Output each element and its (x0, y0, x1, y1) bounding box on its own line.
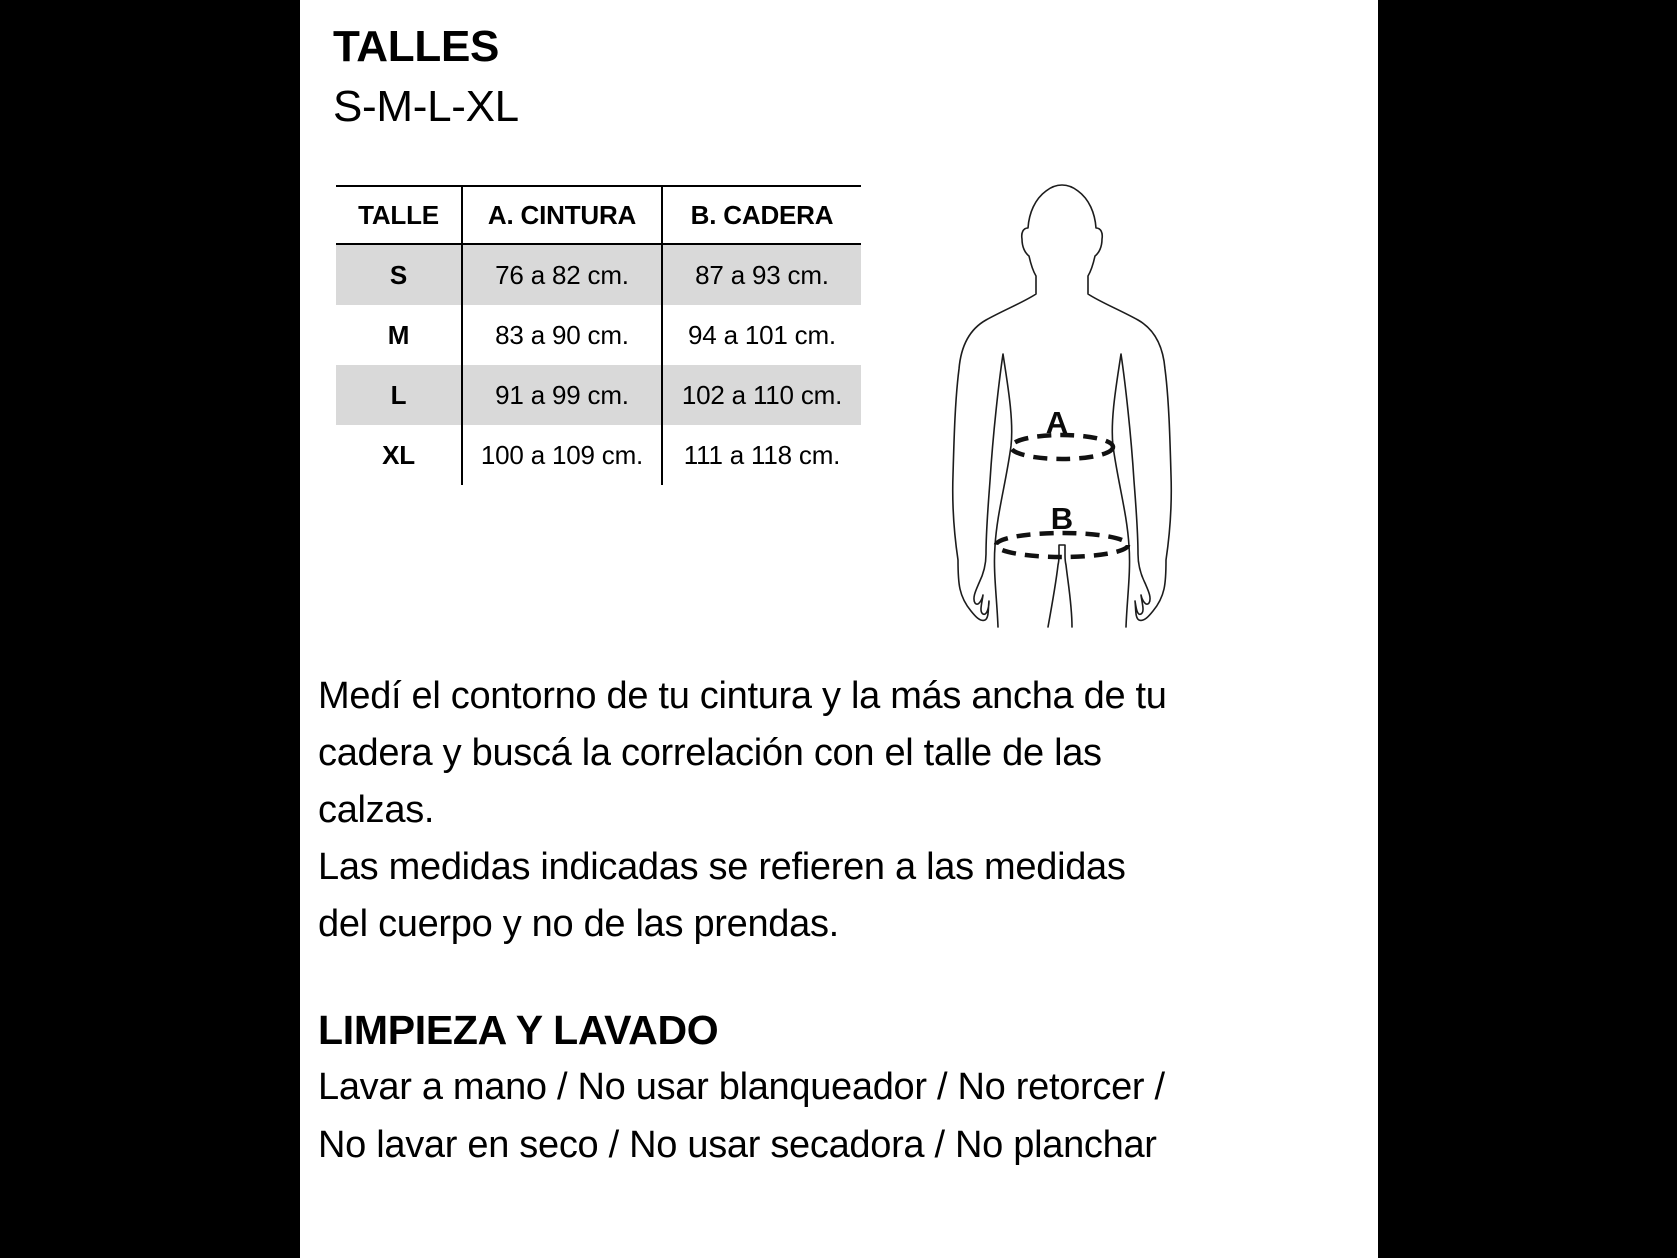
care-heading: LIMPIEZA Y LAVADO (318, 1007, 719, 1053)
column-header-talle: TALLE (336, 187, 463, 243)
hip-label: B (1050, 501, 1074, 536)
table-row-s (336, 245, 861, 305)
sizing-note-line: Las medidas indicadas se refieren a las medidas (318, 846, 1126, 888)
sizing-note-line: del cuerpo y no de las prendas. (318, 903, 839, 945)
letterbox-right (1378, 0, 1677, 1258)
header (333, 17, 519, 137)
page-subtitle: S-M-L-XL (333, 82, 519, 131)
cintura-cell: 83 a 90 cm. (463, 305, 663, 365)
content-panel (300, 0, 1378, 1258)
care-section (318, 1002, 1165, 1174)
page-title: TALLES (333, 22, 500, 71)
size-cell: XL (336, 425, 463, 485)
sizing-note-line: cadera y buscá la correlación con el talle de las (318, 732, 1102, 774)
cadera-cell: 102 a 110 cm. (681, 379, 843, 410)
size-cell: M (336, 305, 463, 365)
cintura-cell: 76 a 82 cm. (463, 245, 663, 305)
table-row-xl (336, 425, 861, 485)
column-header-cadera: B. CADERA (690, 199, 834, 230)
cadera-cell: 94 a 101 cm. (688, 319, 836, 350)
size-table-header-row (336, 187, 861, 245)
size-cell: L (336, 365, 463, 425)
sizing-note-line: calzas. (318, 789, 435, 831)
sizing-note (318, 668, 1167, 953)
letterbox-left (0, 0, 300, 1258)
body-measurement-figure (940, 175, 1185, 635)
column-header-cintura: A. CINTURA (463, 187, 663, 243)
cintura-cell: 100 a 109 cm. (463, 425, 663, 485)
size-table (336, 185, 861, 485)
care-line: No lavar en seco / No usar secadora / No planchar (318, 1124, 1157, 1166)
sizing-note-line: Medí el contorno de tu cintura y la más ancha de tu (318, 675, 1167, 717)
table-row-l (336, 365, 861, 425)
cadera-cell: 111 a 118 cm. (683, 439, 841, 470)
table-row-m (336, 305, 861, 365)
size-cell: S (336, 245, 463, 305)
waist-label: A (1045, 405, 1069, 440)
cintura-cell: 91 a 99 cm. (463, 365, 663, 425)
cadera-cell: 87 a 93 cm. (695, 259, 829, 290)
care-line: Lavar a mano / No usar blanqueador / No retorcer / (318, 1066, 1165, 1108)
